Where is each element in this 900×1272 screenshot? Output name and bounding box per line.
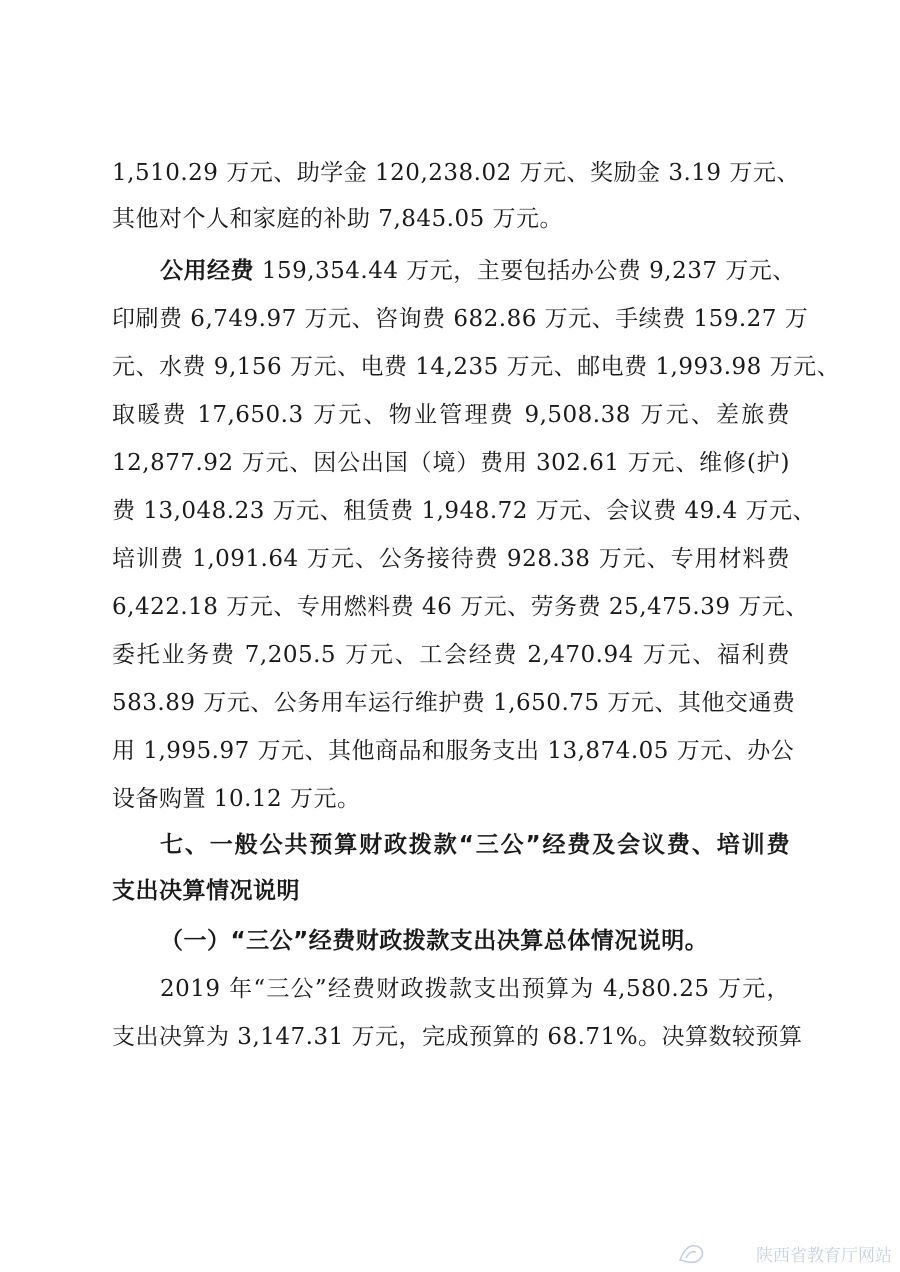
paragraph-line: 元、水费 9,156 万元、电费 14,235 万元、邮电费 1,993.98 万元、	[112, 354, 841, 380]
subsection-heading: （一）“三公”经费财政拨款支出决算总体情况说明。	[160, 928, 709, 954]
paragraph-line: 设备购置 10.12 万元。	[112, 786, 361, 812]
paragraph-line: 6,422.18 万元、专用燃料费 46 万元、劳务费 25,475.39 万元、	[112, 594, 809, 620]
paragraph-text: 159,354.44 万元，主要包括办公费 9,237 万元、	[261, 258, 796, 284]
watermark-logo-icon	[676, 1238, 708, 1266]
paragraph-line: 支出决算为 3,147.31 万元，完成预算的 68.71%。决算数较预算	[112, 1024, 803, 1050]
paragraph-line: 用 1,995.97 万元、其他商品和服务支出 13,874.05 万元、办公	[112, 738, 795, 764]
paragraph-line: 583.89 万元、公务用车运行维护费 1,650.75 万元、其他交通费	[112, 690, 796, 716]
paragraph-line: 印刷费 6,749.97 万元、咨询费 682.86 万元、手续费 159.27 万	[112, 306, 809, 332]
paragraph-line: 取暖费 17,650.3 万元、物业管理费 9,508.38 万元、差旅费	[112, 402, 790, 428]
paragraph-line: 费 13,048.23 万元、租赁费 1,948.72 万元、会议费 49.4 万元、	[112, 498, 817, 524]
paragraph-line: 1,510.29 万元、助学金 120,238.02 万元、奖励金 3.19 万元、	[112, 160, 800, 186]
paragraph-line: 委托业务费 7,205.5 万元、工会经费 2,470.94 万元、福利费	[112, 642, 790, 668]
paragraph-line: 2019 年“三公”经费财政拨款支出预算为 4,580.25 万元，	[160, 976, 790, 1002]
paragraph-line: 其他对个人和家庭的补助 7,845.05 万元。	[112, 206, 564, 232]
paragraph-line: 12,877.92 万元、因公出国（境）费用 302.61 万元、维修(护)	[112, 450, 790, 476]
paragraph-line: 培训费 1,091.64 万元、公务接待费 928.38 万元、专用材料费	[112, 546, 790, 572]
watermark-text: 陕西省教育厅网站	[756, 1246, 892, 1266]
paragraph-line	[160, 248, 796, 294]
section-heading-cont: 支出决算情况说明	[112, 878, 300, 904]
public-expense-label: 公用经费	[160, 258, 254, 284]
section-heading: 七、一般公共预算财政拨款“三公”经费及会议费、培训费	[160, 832, 790, 858]
